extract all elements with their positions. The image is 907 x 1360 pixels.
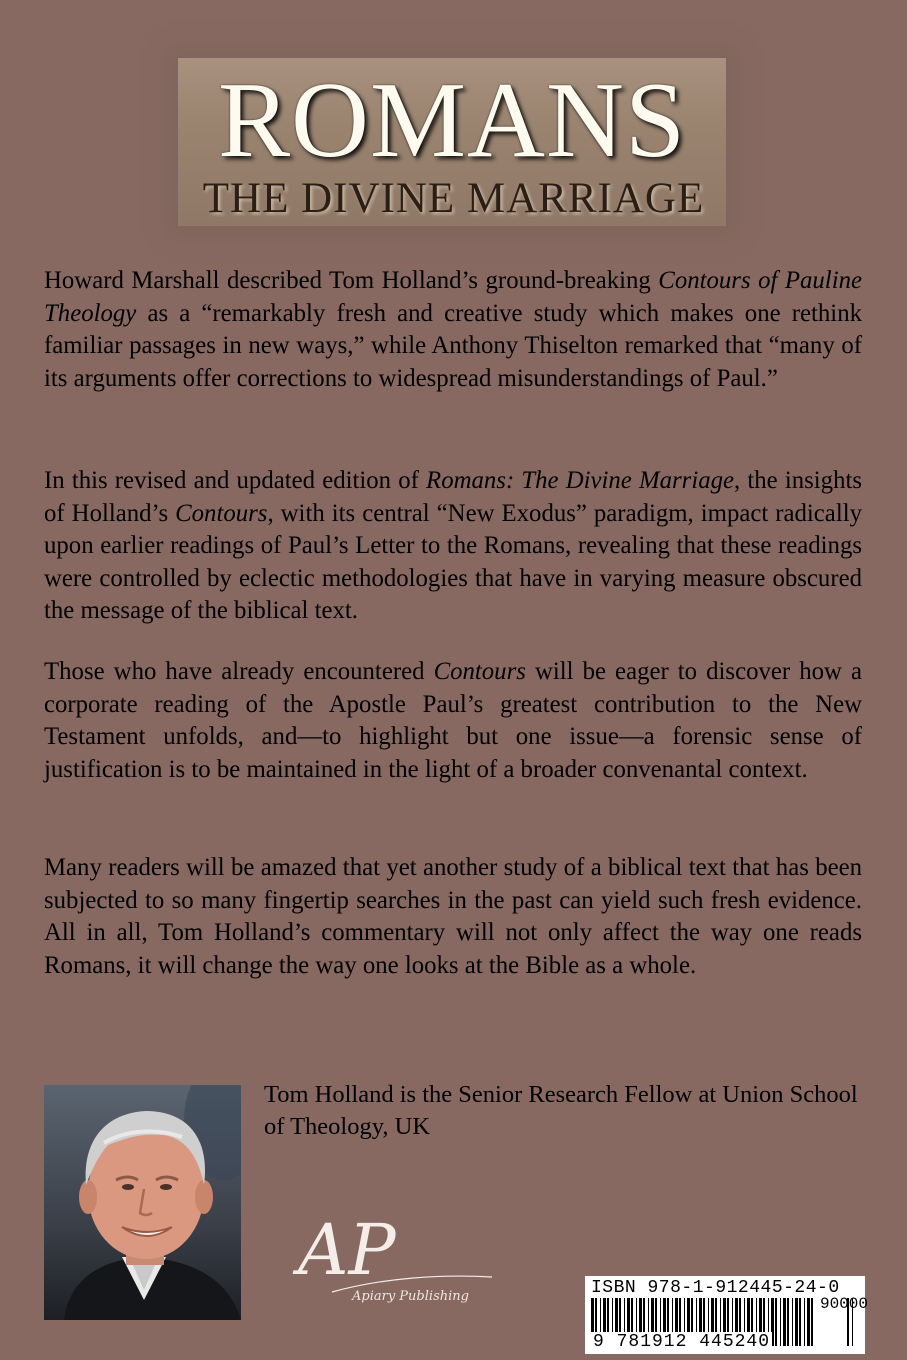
price-code: 90000 bbox=[820, 1295, 869, 1313]
blurb-paragraph-2 bbox=[44, 465, 862, 628]
isbn-barcode bbox=[585, 1276, 869, 1354]
italic-title-run: Romans: The Divine Marriage bbox=[426, 467, 735, 494]
text-run: Those who have already encountered bbox=[44, 658, 434, 685]
text-run: as a “remarkably fresh and creative study which makes one rethink familiar passages in new ways,” while Anthony Thiselton remarked that “many of its arguments offer corrections to widespread misunderstandings of Paul.” bbox=[44, 299, 862, 392]
text-run: Howard Marshall described Tom Holland’s ground-breaking bbox=[44, 267, 659, 294]
blurb-paragraph-3 bbox=[44, 656, 862, 786]
publisher-monogram: AP bbox=[298, 1212, 396, 1291]
text-run: will be eager to discover how a corporate reading of the Apostle Paul’s greatest contribution to the New Testament unfolds, and—to highlight but one issue—a forensic sense of justification is to be maintained in the light of a broader convenantal context. bbox=[44, 658, 862, 783]
text-run: In this revised and updated edition of bbox=[44, 467, 427, 494]
book-title: ROMANS bbox=[217, 61, 687, 180]
italic-title-run: Contours of Pauline Theology bbox=[44, 267, 862, 327]
publisher-name: Apiary Publishing bbox=[352, 1289, 469, 1304]
author-bio: Tom Holland is the Senior Research Fellow at Union School of Theology, UK bbox=[264, 1081, 858, 1140]
text-run: , with its central “New Exodus” paradigm, impact radically upon earlier readings of Paul’s Letter to the Romans, revealing that these readings were controlled by eclectic methodologies that have in varying measure obscured the message of the biblical text. bbox=[44, 499, 862, 624]
isbn-label: ISBN 978-1-912445-24-0 bbox=[591, 1278, 840, 1298]
text-run: Many readers will be amazed that yet another study of a biblical text that has been subjected to so many fingertip searches in the past can yield such fresh evidence. All in all, Tom Holland’s commentary will not only affect the way one reads Romans, it will change the way one looks at the Bible as a whole. bbox=[44, 854, 862, 979]
book-subtitle: THE DIVINE MARRIAGE bbox=[202, 175, 705, 222]
italic-title-run: Contours bbox=[433, 658, 526, 685]
text-run: , the insights of Holland’s bbox=[44, 467, 863, 527]
italic-title-run: Contours bbox=[175, 499, 268, 527]
isbn-digits: 9 781912 445240 bbox=[593, 1332, 771, 1352]
blurb-paragraph-1 bbox=[44, 265, 862, 395]
author-photo bbox=[44, 1085, 241, 1320]
blurb-paragraph-4 bbox=[44, 852, 862, 982]
